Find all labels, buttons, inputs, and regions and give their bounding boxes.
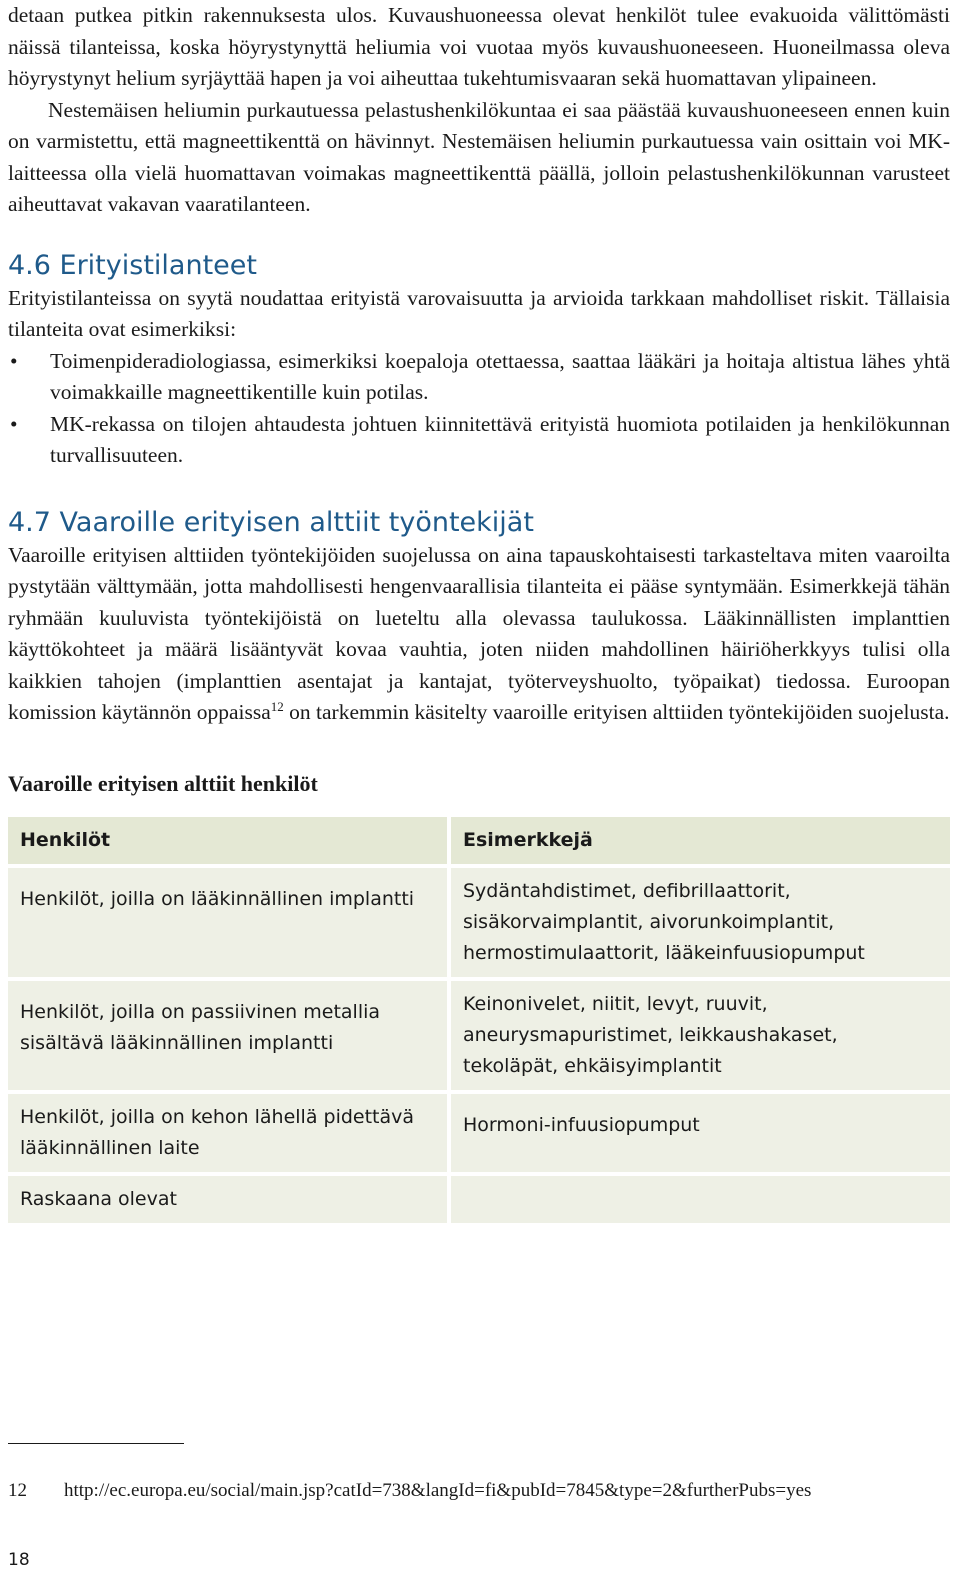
table-header-row	[8, 817, 950, 864]
column-header: Henkilöt	[8, 817, 447, 864]
paragraph-rescue-personnel: Nestemäisen heliumin purkautuessa pelastushenkilökuntaa ei saa päästää kuvaushuoneeseen ennen kuin on varmistettu, että magneettikenttä on hävinnyt. Nestemäisen heliumin purkautuessa vain osittain voi MK-laitteessa olla vielä huomattavan voimakas magneettikenttä päällä, jolloin pelastushenkilökunnan varusteet aiheuttavat vakavan vaaratilanteen.	[8, 97, 950, 216]
vulnerable-persons-table	[4, 813, 954, 1227]
table-cell: Henkilöt, joilla on passiivinen metallia sisältävä lääkinnällinen implantti	[8, 981, 447, 1090]
table-cell: Keinonivelet, niitit, levyt, ruuvit, aneurysmapuristimet, leikkaushakaset, tekoläpät, ehkäisyimplantit	[451, 981, 950, 1090]
list-item: • Toimenpideradiologiassa, esimerkiksi koepaloja otettaessa, saattaa lääkäri ja hoitaja altistua lähes yhtä voimakkaille magneettikentille kuin potilas.	[8, 346, 950, 409]
footnote-link[interactable]: http://ec.europa.eu/social/main.jsp?catId=738&langId=fi&pubId=7845&type=2&furtherPubs=yes	[64, 1480, 812, 1501]
table-cell: Hormoni-infuusiopumput	[451, 1094, 950, 1172]
table-row	[8, 1094, 950, 1172]
list-item: • MK-rekassa on tilojen ahtaudesta johtuen kiinnitettävä erityistä huomiota potilaiden ja henkilökunnan turvallisuuteen.	[8, 409, 950, 472]
footnote-number: 12	[8, 1480, 27, 1501]
table-cell: Henkilöt, joilla on lääkinnällinen implantti	[8, 868, 447, 977]
footnote-ref[interactable]: 12	[270, 698, 284, 714]
heading-4-7: 4.7 Vaaroille erityisen alttiit työntekijät	[8, 506, 534, 538]
footnote-divider	[8, 1443, 184, 1444]
table-row	[8, 868, 950, 977]
table-row	[8, 981, 950, 1090]
paragraph-evacuation: detaan putkea pitkin rakennuksesta ulos. Kuvaushuoneessa olevat henkilöt tulee evakuoida välittömästi näissä tilanteissa, koska höyrystynyttä heliumia voi vuotaa myös kuvaushuoneeseen. Huoneilmassa oleva höyrystynyt helium syrjäyttää hapen ja voi aiheuttaa tukehtumisvaaran sekä huomattavan ylipaineen.	[8, 3, 950, 90]
table-cell: Sydäntahdistimet, defibrillaattorit, sisäkorvaimplantit, aivorunkoimplantit, hermostimulaattorit, lääkeinfuusiopumput	[451, 868, 950, 977]
special-situations-list	[8, 346, 950, 472]
table-row	[8, 1176, 950, 1223]
paragraph-special-situations: Erityistilanteissa on syytä noudattaa erityistä varovaisuutta ja arvioida tarkkaan mahdolliset riskit. Tällaisia tilanteita ovat esimerkiksi:	[8, 285, 950, 341]
table-cell: Henkilöt, joilla on kehon lähellä pidettävä lääkinnällinen laite	[8, 1094, 447, 1172]
paragraph-vulnerable-workers: Vaaroille erityisen alttiiden työntekijöiden suojelussa on aina tapauskohtaisesti tarkasteltava miten vaaroilta pystytään välttymään, jotta mahdollisesti hengenvaarallisia tilanteita ei pääse syntymään. Esimerkkejä tähän ryhmään kuuluvista työntekijöistä on lueteltu alla olevassa taulukossa. Lääkinnällisten implanttien käyttökohteet ja määrä lisääntyvät kovaa vauhtia, joten niiden mahdollinen häiriöherkkyys tulisi olla kaikkien tahojen (implanttien asentajat ja kantajat, työterveyshuolto, työpaikat) tiedossa. Euroopan komission käytännön oppaissa$^{12}$ on tarkemmin käsitelty vaaroille erityisen alttiiden työntekijöiden suojelusta.	[8, 542, 950, 724]
heading-4-6: 4.6 Erityistilanteet	[8, 249, 257, 281]
table-title: Vaaroille erityisen alttiit henkilöt	[8, 770, 318, 796]
table-cell	[451, 1176, 950, 1223]
page-content	[8, 0, 950, 1227]
table-cell: Raskaana olevat	[8, 1176, 447, 1223]
column-header: Esimerkkejä	[451, 817, 950, 864]
page-number: 18	[8, 1550, 30, 1570]
bullet-icon: •	[10, 411, 18, 436]
footnote	[8, 1478, 811, 1504]
bullet-icon: •	[10, 348, 18, 373]
